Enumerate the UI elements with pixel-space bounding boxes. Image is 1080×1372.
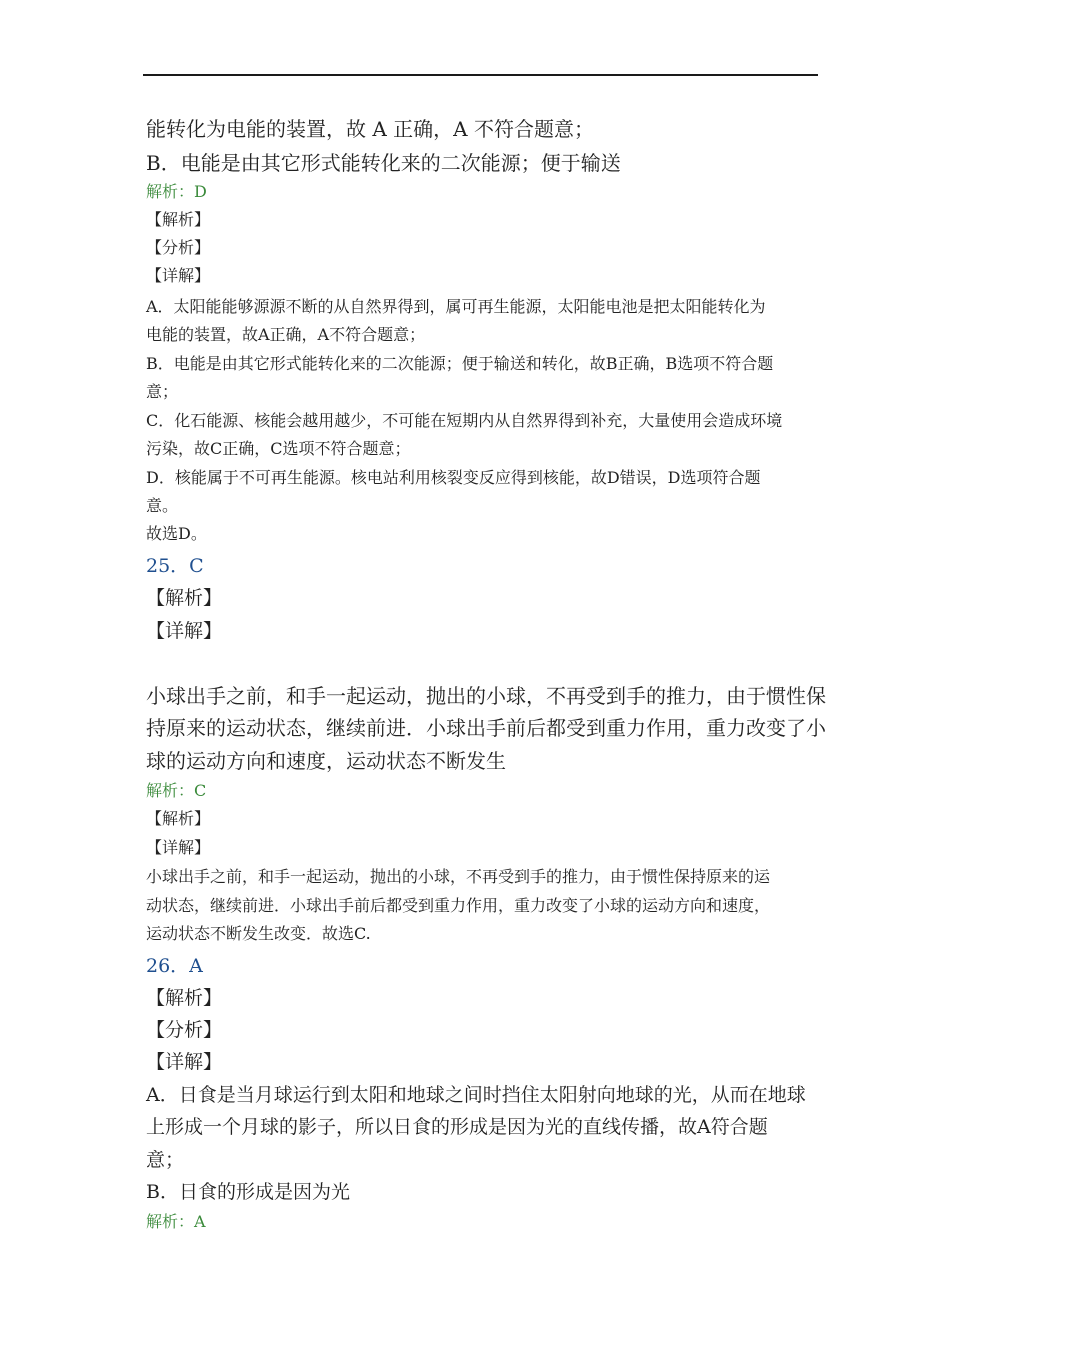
- text-line: 运动状态不断发生改变．故选C.: [146, 924, 371, 943]
- text-line: 【分析】: [146, 238, 211, 257]
- analysis-label: 解析：A: [146, 1212, 206, 1231]
- question-number: 25．C: [146, 555, 204, 577]
- text-line: 【分析】: [146, 1019, 223, 1041]
- question-number: 26．A: [146, 955, 203, 977]
- text-line: 球的运动方向和速度，运动状态不断发生: [146, 749, 506, 773]
- text-line: 意；: [146, 382, 179, 401]
- text-line: 意。: [146, 496, 179, 515]
- text-line: 【解析】: [146, 987, 223, 1009]
- text-line: A．太阳能能够源源不断的从自然界得到，属可再生能源，太阳能电池是把太阳能转化为: [146, 297, 766, 316]
- text-line: 能转化为电能的装置，故 A 正确，A 不符合题意；: [146, 117, 594, 141]
- text-line: 小球出手之前，和手一起运动，抛出的小球，不再受到手的推力，由于惯性保: [146, 684, 826, 708]
- text-line: 【详解】: [146, 266, 211, 285]
- analysis-label: 解析：C: [146, 781, 207, 800]
- text-line: 上形成一个月球的影子，所以日食的形成是因为光的直线传播，故A符合题: [146, 1116, 768, 1138]
- text-line: 意；: [146, 1149, 185, 1171]
- text-line: 小球出手之前，和手一起运动，抛出的小球，不再受到手的推力，由于惯性保持原来的运: [146, 867, 771, 886]
- text-line: 【详解】: [146, 1051, 223, 1073]
- text-line: 故选D。: [146, 524, 207, 543]
- text-line: B．电能是由其它形式能转化来的二次能源；便于输送和转化，故B正确，B选项不符合题: [146, 354, 774, 373]
- text-line: 【详解】: [146, 838, 211, 857]
- text-line: 动状态，继续前进．小球出手前后都受到重力作用，重力改变了小球的运动方向和速度，: [146, 896, 771, 915]
- header-rule: [143, 74, 818, 76]
- text-line: C．化石能源、核能会越用越少，不可能在短期内从自然界得到补充，大量使用会造成环境: [146, 411, 783, 430]
- text-line: 持原来的运动状态，继续前进．小球出手前后都受到重力作用，重力改变了小: [146, 716, 826, 740]
- text-line: B．日食的形成是因为光: [146, 1181, 350, 1203]
- text-line: D．核能属于不可再生能源。核电站利用核裂变反应得到核能，故D错误，D选项符合题: [146, 468, 761, 487]
- text-line: 【解析】: [146, 587, 223, 609]
- text-line: 电能的装置，故A正确，A不符合题意；: [146, 325, 426, 344]
- text-line: 【解析】: [146, 210, 211, 229]
- text-line: B．电能是由其它形式能转化来的二次能源；便于输送: [146, 151, 621, 175]
- text-line: 【解析】: [146, 809, 211, 828]
- analysis-label: 解析：D: [146, 182, 207, 201]
- text-line: A．日食是当月球运行到太阳和地球之间时挡住太阳射向地球的光，从而在地球: [146, 1084, 806, 1106]
- text-line: 污染，故C正确，C选项不符合题意；: [146, 439, 411, 458]
- text-line: 【详解】: [146, 620, 223, 642]
